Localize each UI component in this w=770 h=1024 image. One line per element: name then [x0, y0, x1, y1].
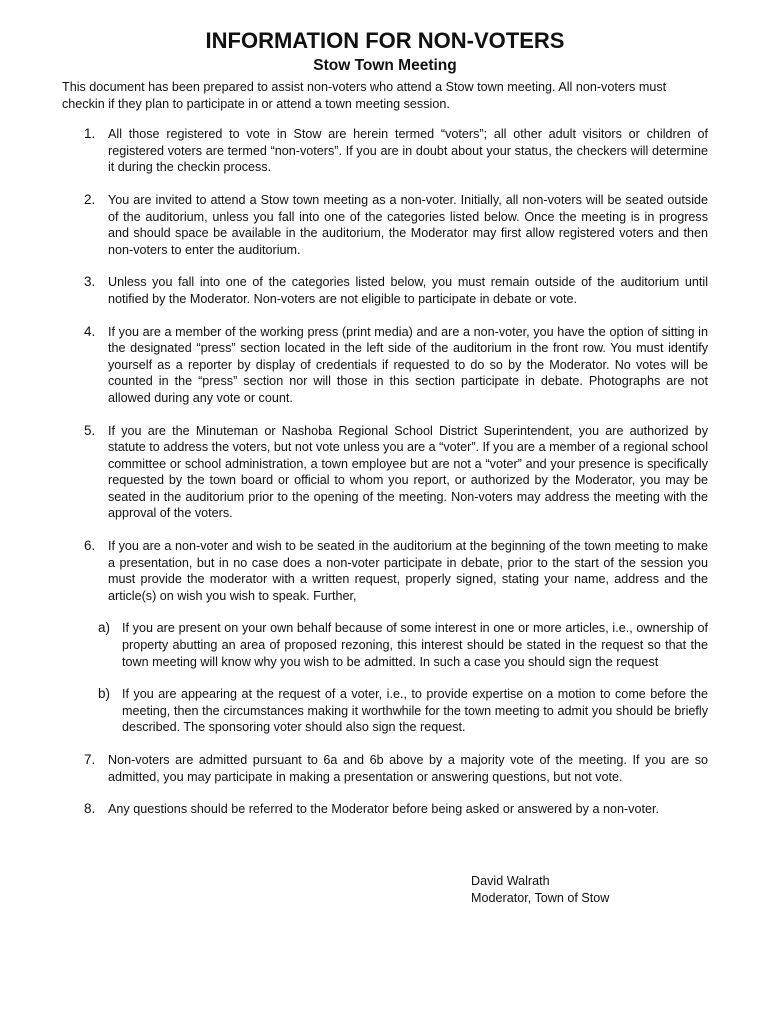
sub-item-text: If you are appearing at the request of a voter, i.e., to provide expertise on a motion to come before the meeting, then the circumstances making it worthwhile for the town meeting to admit you should be briefly described. The sponsoring voter should also sign the request.	[122, 687, 708, 735]
item-text: Any questions should be referred to the Moderator before being asked or answered by a non-voter.	[108, 802, 659, 817]
sub-list-item	[62, 620, 708, 670]
item-number: 5.	[84, 422, 96, 438]
sub-item-letter: a)	[98, 620, 111, 636]
list-item	[62, 126, 708, 176]
item-number: 4.	[84, 323, 96, 339]
sub-item-letter: b)	[98, 686, 111, 702]
signature-name: David Walrath	[471, 874, 550, 888]
list-item	[62, 538, 708, 604]
item-text: Unless you fall into one of the categories listed below, you must remain outside of the auditorium until notified by the Moderator. Non-voters are not eligible to participate in debate or vote.	[108, 275, 708, 306]
list-item	[62, 752, 708, 785]
item-number: 6.	[84, 538, 96, 554]
item-text: If you are the Minuteman or Nashoba Regional School District Superintendent, you are authorized by statute to address the voters, but not vote unless you are a “voter”. If you are a member of a regional school committee or school administration, a town employee but are not a “voter” and your presence is specifically requested by the town board or official to whom you report, or authorized by the Moderator, you may be seated in the auditorium prior to the opening of the meeting. Non-voters may address the meeting with the approval of the voters.	[108, 423, 708, 521]
sub-item-text: If you are present on your own behalf because of some interest in one or more articles, i.e., ownership of property abutting an area of proposed rezoning, this interest should be stated in the request so that the town meeting will know why you wish to be admitted. In such a case you should sign the request	[122, 621, 708, 669]
item-number: 1.	[84, 126, 96, 142]
intro-paragraph: This document has been prepared to assist non-voters who attend a Stow town meeting. All non-voters must checkin if they plan to participate in or attend a town meeting session.	[62, 80, 667, 111]
list-item	[62, 192, 708, 258]
item-number: 2.	[84, 191, 96, 207]
numbered-list	[62, 126, 708, 604]
document-subtitle: Stow Town Meeting	[313, 57, 457, 74]
lettered-sub-list	[62, 620, 708, 736]
list-item	[62, 801, 708, 818]
item-text: If you are a member of the working press (print media) and are a non-voter, you have the option of sitting in the designated “press” section located in the left side of the auditorium in the front row. You must identify yourself as a reporter by display of credentials if requested to do so by the Moderator. No votes will be counted in the “press” section nor will those in this section participate in debate. Photographs are not allowed during any vote or count.	[108, 324, 708, 405]
item-text: All those registered to vote in Stow are herein termed “voters”; all other adult visitors or children of registered voters are termed “non-voters”. If you are in doubt about your status, the checkers will determine it during the checkin process.	[108, 127, 708, 175]
item-number: 7.	[84, 752, 96, 767]
item-text: If you are a non-voter and wish to be seated in the auditorium at the beginning of the town meeting to make a presentation, but in no case does a non-voter participate in debate, prior to the start of the session you must provide the moderator with a written request, properly signed, stating your name, address and the article(s) on wish you wish to speak. Further,	[108, 539, 708, 603]
list-item	[62, 274, 708, 307]
document-title: INFORMATION FOR NON-VOTERS	[205, 28, 565, 53]
item-text: Non-voters are admitted pursuant to 6a and 6b above by a majority vote of the meeting. If you are so admitted, you may participate in making a presentation or answering questions, but not vote.	[108, 753, 708, 784]
item-number: 8.	[84, 801, 96, 817]
item-text: You are invited to attend a Stow town meeting as a non-voter. Initially, all non-voters will be seated outside of the auditorium, unless you fall into one of the categories listed below. Once the meeting is in progress and should space be available in the auditorium, the Moderator may first allow registered voters and then non-voters to enter the auditorium.	[108, 192, 708, 257]
signature-block	[471, 873, 609, 906]
item-number: 3.	[84, 274, 96, 290]
list-item	[62, 423, 708, 523]
signature-title: Moderator, Town of Stow	[471, 890, 610, 905]
numbered-list-continued	[62, 752, 708, 818]
list-item	[62, 324, 708, 407]
sub-list-item	[62, 686, 708, 736]
